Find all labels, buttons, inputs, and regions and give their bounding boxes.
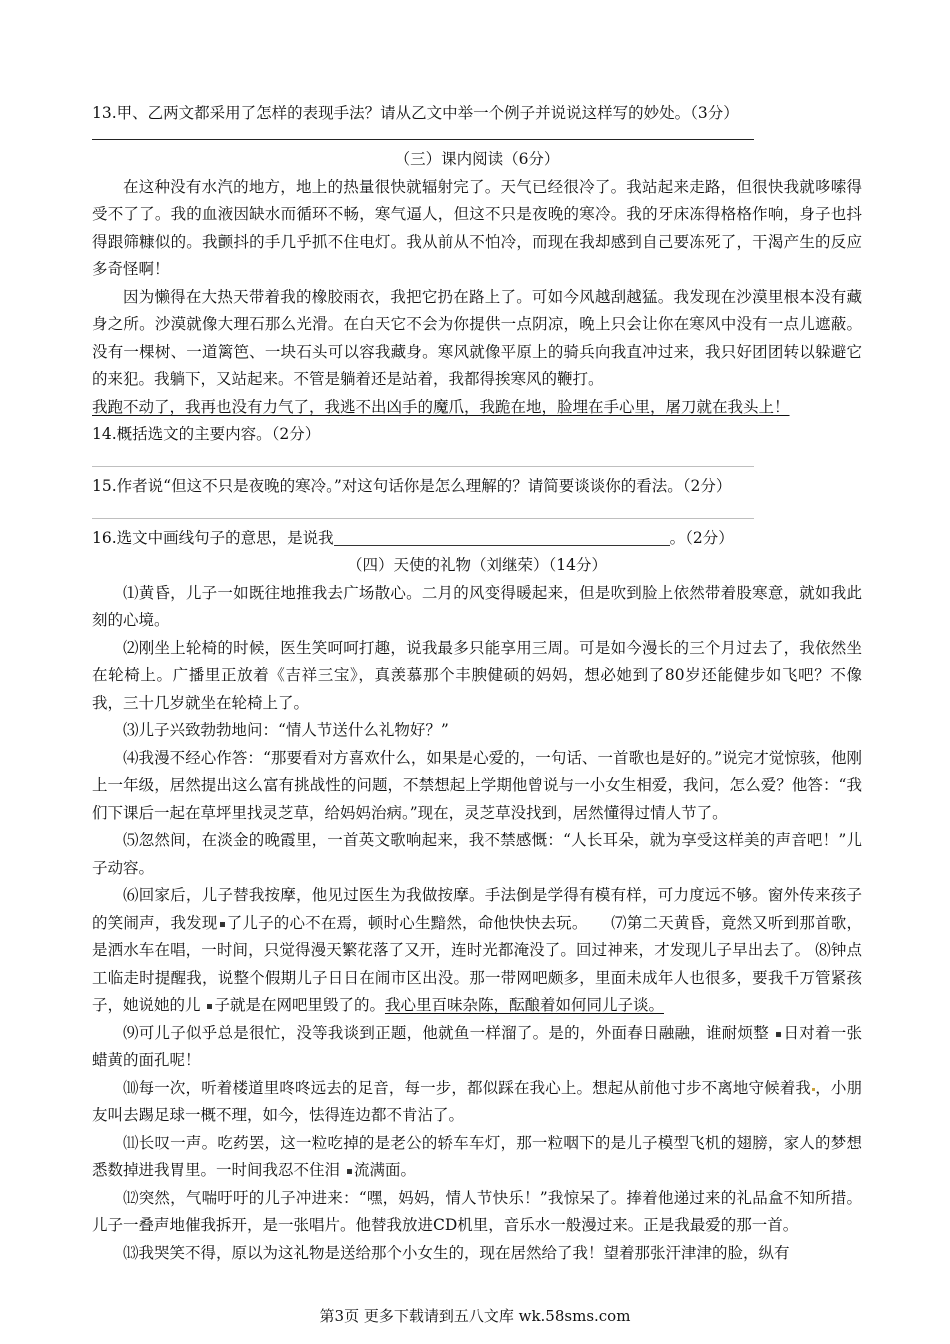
paragraph-10-part-b: ，小朋友叫去踢足球一概不理，如今，怯得连边都不肯沾了。 xyxy=(92,1078,862,1124)
section-3-paragraph-2: 因为懒得在大热天带着我的橡胶雨衣，我把它扔在路上了。可如今风越刮越猛。我发现在沙漠里根本没有藏身之所。沙漠就像大理石那么光滑。在白天它不会为你提供一点阴凉，晚上只会让你在寒风中没有一点儿遮蔽。没有一棵树、一道篱笆、一块石头可以容我藏身。寒风就像平原上的骑兵向我直冲过来，我只好团团转以躲避它的来犯。我躺下，又站起来。不管是躺着还是站着，我都得挨寒风的鞭打。 xyxy=(92,287,862,388)
paragraph-11-part-b: 流满面。 xyxy=(353,1161,416,1179)
section-4-paragraph-13: ⒀我哭笑不得，原以为这礼物是送给那个小女生的，现在居然给了我！望着那张汗津津的脸，纵有 xyxy=(123,1243,790,1262)
section-4-paragraph-6 xyxy=(92,882,862,1020)
page-footer: 第3页 更多下载请到五八文库 wk.58sms.com xyxy=(319,1307,631,1325)
paragraph-9-part-b: 日对着一张蜡黄的面孔呢！ xyxy=(92,1023,862,1069)
question-14: 14.概括选文的主要内容。（2分） xyxy=(92,425,321,443)
section-4-paragraph-3: ⑶儿子兴致勃勃地问：“情人节送什么礼物好？” xyxy=(123,721,449,739)
dot-mark xyxy=(347,1169,352,1174)
section-4-paragraph-5: ⑸忽然间，在淡金的晚霞里，一首英文歌响起来，我不禁感慨：“人长耳朵，就为享受这样美的声音吧！”儿子动容。 xyxy=(92,831,862,877)
section-4-paragraph-4: ⑷我漫不经心作答：“那要看对方喜欢什么，如果是心爱的，一句话、一首歌也是好的。”说完才觉惊骇，他刚上一年级，居然提出这么富有挑战性的问题，不禁想起上学期他曾说与一小女生相爱，我问，怎么爱？他答：“我们下课后一起在草坪里找灵芝草，给妈妈治病。”现在，灵芝草没找到，居然懂得过情人节了。 xyxy=(92,748,862,822)
paragraph-10-part-a: ⑽每一次，听着楼道里咚咚远去的足音，每一步，都似踩在我心上。想起从前他寸步不离地守候着我 xyxy=(123,1078,812,1097)
dot-mark xyxy=(207,1004,212,1009)
section-4-paragraph-12: ⑿突然，气喘吁吁的儿子冲进来：“嘿，妈妈，情人节快乐！”我惊呆了。捧着他递过来的礼品盒不知所措。儿子一叠声地催我拆开，是一张唱片。他替我放进CD机里，音乐水一般漫过来。正是我最爱的那一首。 xyxy=(92,1188,862,1234)
answer-line-15 xyxy=(92,518,754,519)
section-4-title: （四）天使的礼物（刘继荣）（14分） xyxy=(347,556,607,574)
paragraph-6-part-c: 子就是在网吧里毁了的。 xyxy=(214,996,385,1014)
section-4-paragraph-11 xyxy=(92,1130,862,1185)
question-13: 13.甲、乙两文都采用了怎样的表现手法？请从乙文中举一个例子并说说这样写的妙处。（3分） xyxy=(92,104,739,122)
dot-mark xyxy=(776,1032,781,1037)
answer-blank-16[interactable] xyxy=(334,527,670,546)
section-4-paragraph-9 xyxy=(92,1020,862,1075)
section-4-paragraph-1: ⑴黄昏，儿子一如既往地推我去广场散心。二月的风变得暖起来，但是吹到脸上依然带着股寒意，就如我此刻的心境。 xyxy=(92,583,862,629)
question-16-prefix: 16.选文中画线句子的意思，是说我 xyxy=(92,529,334,547)
section-3-paragraph-1: 在这种没有水汽的地方，地上的热量很快就辐射完了。天气已经很冷了。我站起来走路，但很快我就哆嗦得受不了了。我的血液因缺水而循环不畅，寒气逼人，但这不只是夜晚的寒冷。我的牙床冻得格格作响，身子也抖得跟筛糠似的。我颤抖的手几乎抓不住电灯。我从前从不怕冷，而现在我却感到自己要冻死了，干渴产生的反应多奇怪啊！ xyxy=(92,177,862,278)
answer-line-14 xyxy=(92,466,754,467)
underlined-sentence: 我跑不动了，我再也没有力气了，我逃不出凶手的魔爪，我跪在地，脸埋在手心里，屠刀就在我头上！ xyxy=(92,397,790,416)
paragraph-11-part-a: ⑾长叹一声。吃药罢，这一粒吃掉的是老公的轿车车灯，那一粒咽下的是儿子模型飞机的翅膀，家人的梦想悉数掉进我胃里。一时间我忍不住泪 xyxy=(92,1133,862,1179)
question-15: 15.作者说“但这不只是夜晚的寒冷。”对这句话你是怎么理解的？请简要谈谈你的看法。（2分） xyxy=(92,477,732,495)
paragraph-6-underlined: 我心里百味杂陈，酝酿着如何同儿子谈。 xyxy=(384,996,664,1014)
section-3-title: （三）课内阅读（6分） xyxy=(394,150,560,168)
section-3-underlined-sentence xyxy=(92,394,862,422)
answer-line-13 xyxy=(92,139,754,140)
paragraph-9-part-a: ⑼可儿子似乎总是很忙，没等我谈到正题，他就鱼一样溜了。是的，外面春日融融，谁耐烦整 xyxy=(123,1023,769,1042)
question-16 xyxy=(92,525,862,552)
question-16-suffix: 。（2分） xyxy=(669,529,734,547)
dot-mark xyxy=(220,922,225,927)
paragraph-6-part-b: 了儿子的心不在焉，顿时心生黯然，命他快快去玩。 ⑺第二天黄昏，竟然又听到那首歌，是洒水车在唱，一时间，只觉得漫天繁花落了又开，连时光都淹没了。回过神来，才发现儿子早出去了。 ⑻钟点工临走时提醒我，说整个假期儿子日日在闹市区出没。那一带网吧颇多，里面未成年人也很多，要我千万管紧孩子，她说她的儿 xyxy=(92,913,862,1014)
section-4-paragraph-2: ⑵刚坐上轮椅的时候，医生笑呵呵打趣，说我最多只能享用三周。可是如今漫长的三个月过去了，我依然坐在轮椅上。广播里正放着《吉祥三宝》，真羡慕那个丰腴健硕的妈妈，想必她到了80岁还能健步如飞吧？不像我，三十几岁就坐在轮椅上了。 xyxy=(92,638,862,712)
document-page xyxy=(92,92,862,1267)
paragraph-6-part-a: ⑹回家后，儿子替我按摩，他见过医生为我做按摩。手法倒是学得有模有样，可力度远不够。窗外传来孩子的笑闹声，我发现 xyxy=(92,886,862,932)
section-4-paragraph-10 xyxy=(92,1075,862,1130)
